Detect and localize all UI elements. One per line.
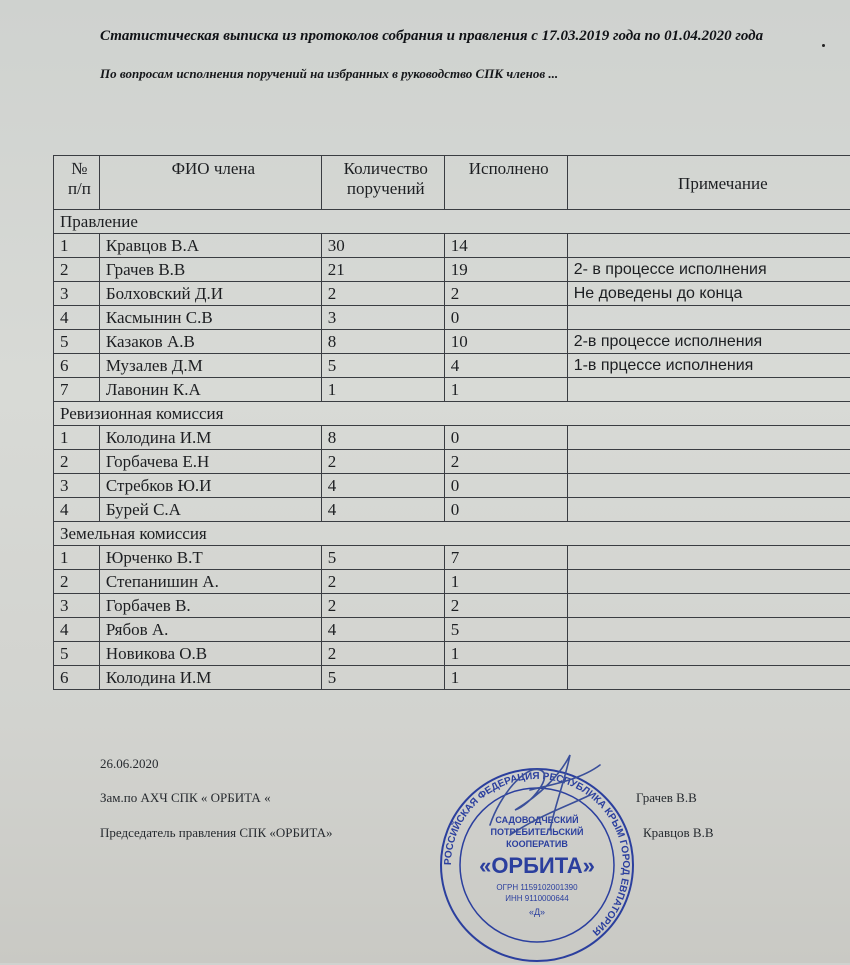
cell-count: 4 (321, 618, 444, 642)
cell-name: Кравцов В.А (99, 234, 321, 258)
cell-done: 10 (444, 330, 567, 354)
footer-deputy-name: Грачев В.В (636, 790, 697, 806)
cell-name: Казаков А.В (99, 330, 321, 354)
cell-number: 3 (54, 282, 100, 306)
cell-note (567, 618, 850, 642)
cell-done: 1 (444, 642, 567, 666)
footer-date: 26.06.2020 (100, 756, 159, 772)
cell-number: 6 (54, 354, 100, 378)
header-note: Примечание (567, 156, 850, 210)
cell-note (567, 666, 850, 690)
section-title: Ревизионная комиссия (54, 402, 850, 426)
header-name: ФИО члена (99, 156, 321, 210)
header-number-line1: № (71, 159, 87, 178)
cell-name: Новикова О.В (99, 642, 321, 666)
cell-name: Юрченко В.Т (99, 546, 321, 570)
stamp-inn: ИНН 9110000644 (505, 894, 569, 903)
header-done: Исполнено (444, 156, 567, 210)
cell-number: 5 (54, 330, 100, 354)
footer-chair-name: Кравцов В.В (643, 825, 714, 841)
footer-chair-title: Председатель правления СПК «ОРБИТА» (100, 825, 333, 841)
table-header-row (54, 156, 850, 210)
cell-note (567, 378, 850, 402)
cell-name: Колодина И.М (99, 666, 321, 690)
cell-number: 2 (54, 258, 100, 282)
header-count (321, 156, 444, 210)
cell-count: 5 (321, 354, 444, 378)
table-row (54, 570, 850, 594)
cell-name: Бурей С.А (99, 498, 321, 522)
cell-done: 0 (444, 426, 567, 450)
cell-done: 0 (444, 474, 567, 498)
cell-done: 1 (444, 378, 567, 402)
cell-note (567, 306, 850, 330)
cell-done: 2 (444, 450, 567, 474)
cell-count: 4 (321, 498, 444, 522)
assignments-table (53, 155, 850, 690)
cell-number: 1 (54, 426, 100, 450)
cell-count: 2 (321, 450, 444, 474)
cell-name: Горбачева Е.Н (99, 450, 321, 474)
cell-number: 4 (54, 306, 100, 330)
ink-dot (822, 44, 825, 47)
cell-name: Болховский Д.И (99, 282, 321, 306)
stamp-ogrn: ОГРН 1159102001390 (496, 883, 578, 892)
cell-name: Грачев В.В (99, 258, 321, 282)
cell-name: Касмынин С.В (99, 306, 321, 330)
header-number (54, 156, 100, 210)
cell-count: 5 (321, 666, 444, 690)
cell-note (567, 234, 850, 258)
cell-count: 2 (321, 594, 444, 618)
cell-number: 2 (54, 450, 100, 474)
cell-number: 6 (54, 666, 100, 690)
section-row (54, 402, 850, 426)
table-row (54, 546, 850, 570)
cell-name: Рябов А. (99, 618, 321, 642)
header-count-line2: поручений (347, 179, 425, 198)
cell-count: 2 (321, 642, 444, 666)
cell-count: 30 (321, 234, 444, 258)
stamp-outer-text: РОССИЙСКАЯ ФЕДЕРАЦИЯ РЕСПУБЛИКА КРЫМ ГОРОД ЕВПАТОРИЯ (443, 771, 631, 937)
table-row (54, 498, 850, 522)
cell-done: 0 (444, 498, 567, 522)
stamp-line-3: КООПЕРАТИВ (506, 839, 568, 849)
document-subtitle: По вопросам исполнения поручений на избранных в руководство СПК членов ... (100, 66, 558, 82)
cell-number: 4 (54, 618, 100, 642)
cell-number: 1 (54, 546, 100, 570)
table-row (54, 474, 850, 498)
cell-note (567, 642, 850, 666)
cell-note (567, 594, 850, 618)
cell-count: 4 (321, 474, 444, 498)
cell-note: 2- в процессе исполнения (567, 258, 850, 282)
cell-done: 2 (444, 594, 567, 618)
cell-name: Лавонин К.А (99, 378, 321, 402)
cell-done: 5 (444, 618, 567, 642)
cell-note (567, 426, 850, 450)
cell-note (567, 546, 850, 570)
table-row (54, 666, 850, 690)
cell-number: 7 (54, 378, 100, 402)
section-row (54, 522, 850, 546)
cell-number: 3 (54, 474, 100, 498)
cell-name: Горбачев В. (99, 594, 321, 618)
cell-number: 3 (54, 594, 100, 618)
table-row (54, 618, 850, 642)
cell-number: 2 (54, 570, 100, 594)
cell-count: 2 (321, 570, 444, 594)
cell-note (567, 474, 850, 498)
cell-name: Музалев Д.М (99, 354, 321, 378)
header-count-line1: Количество (344, 159, 428, 178)
cell-count: 8 (321, 330, 444, 354)
handwritten-signature (470, 735, 620, 855)
cell-done: 1 (444, 666, 567, 690)
stamp-letter: «Д» (529, 907, 545, 917)
cell-name: Степанишин А. (99, 570, 321, 594)
cell-count: 21 (321, 258, 444, 282)
table-row (54, 450, 850, 474)
table-row (54, 282, 850, 306)
cell-number: 1 (54, 234, 100, 258)
header-number-line2: п/п (68, 179, 91, 198)
document-title: Статистическая выписка из протоколов собрания и правления с 17.03.2019 года по 01.04.2020 года (100, 28, 763, 45)
footer-deputy-title: Зам.по АХЧ СПК « ОРБИТА « (100, 790, 271, 806)
stamp-org-name: «ОРБИТА» (479, 853, 595, 878)
cell-number: 4 (54, 498, 100, 522)
cell-name: Колодина И.М (99, 426, 321, 450)
cell-count: 5 (321, 546, 444, 570)
cell-done: 2 (444, 282, 567, 306)
section-row (54, 210, 850, 234)
cell-done: 19 (444, 258, 567, 282)
table-row (54, 378, 850, 402)
cell-count: 1 (321, 378, 444, 402)
cell-done: 4 (444, 354, 567, 378)
cell-number: 5 (54, 642, 100, 666)
table-row (54, 234, 850, 258)
table-row (54, 594, 850, 618)
cell-note (567, 498, 850, 522)
table-row (54, 258, 850, 282)
cell-count: 8 (321, 426, 444, 450)
section-title: Правление (54, 210, 850, 234)
cell-note (567, 450, 850, 474)
cell-note: Не доведены до конца (567, 282, 850, 306)
cell-note (567, 570, 850, 594)
cell-done: 14 (444, 234, 567, 258)
cell-done: 1 (444, 570, 567, 594)
table-row (54, 426, 850, 450)
table-row (54, 642, 850, 666)
table-row (54, 330, 850, 354)
cell-done: 7 (444, 546, 567, 570)
cell-count: 3 (321, 306, 444, 330)
section-title: Земельная комиссия (54, 522, 850, 546)
cell-done: 0 (444, 306, 567, 330)
table-row (54, 354, 850, 378)
stamp-line-1: САДОВОДЧЕСКИЙ (495, 814, 578, 825)
cell-note: 2-в процессе исполнения (567, 330, 850, 354)
stamp-line-2: ПОТРЕБИТЕЛЬСКИЙ (491, 826, 584, 837)
cell-note: 1-в прцессе исполнения (567, 354, 850, 378)
cell-name: Стребков Ю.И (99, 474, 321, 498)
table-row (54, 306, 850, 330)
cell-count: 2 (321, 282, 444, 306)
